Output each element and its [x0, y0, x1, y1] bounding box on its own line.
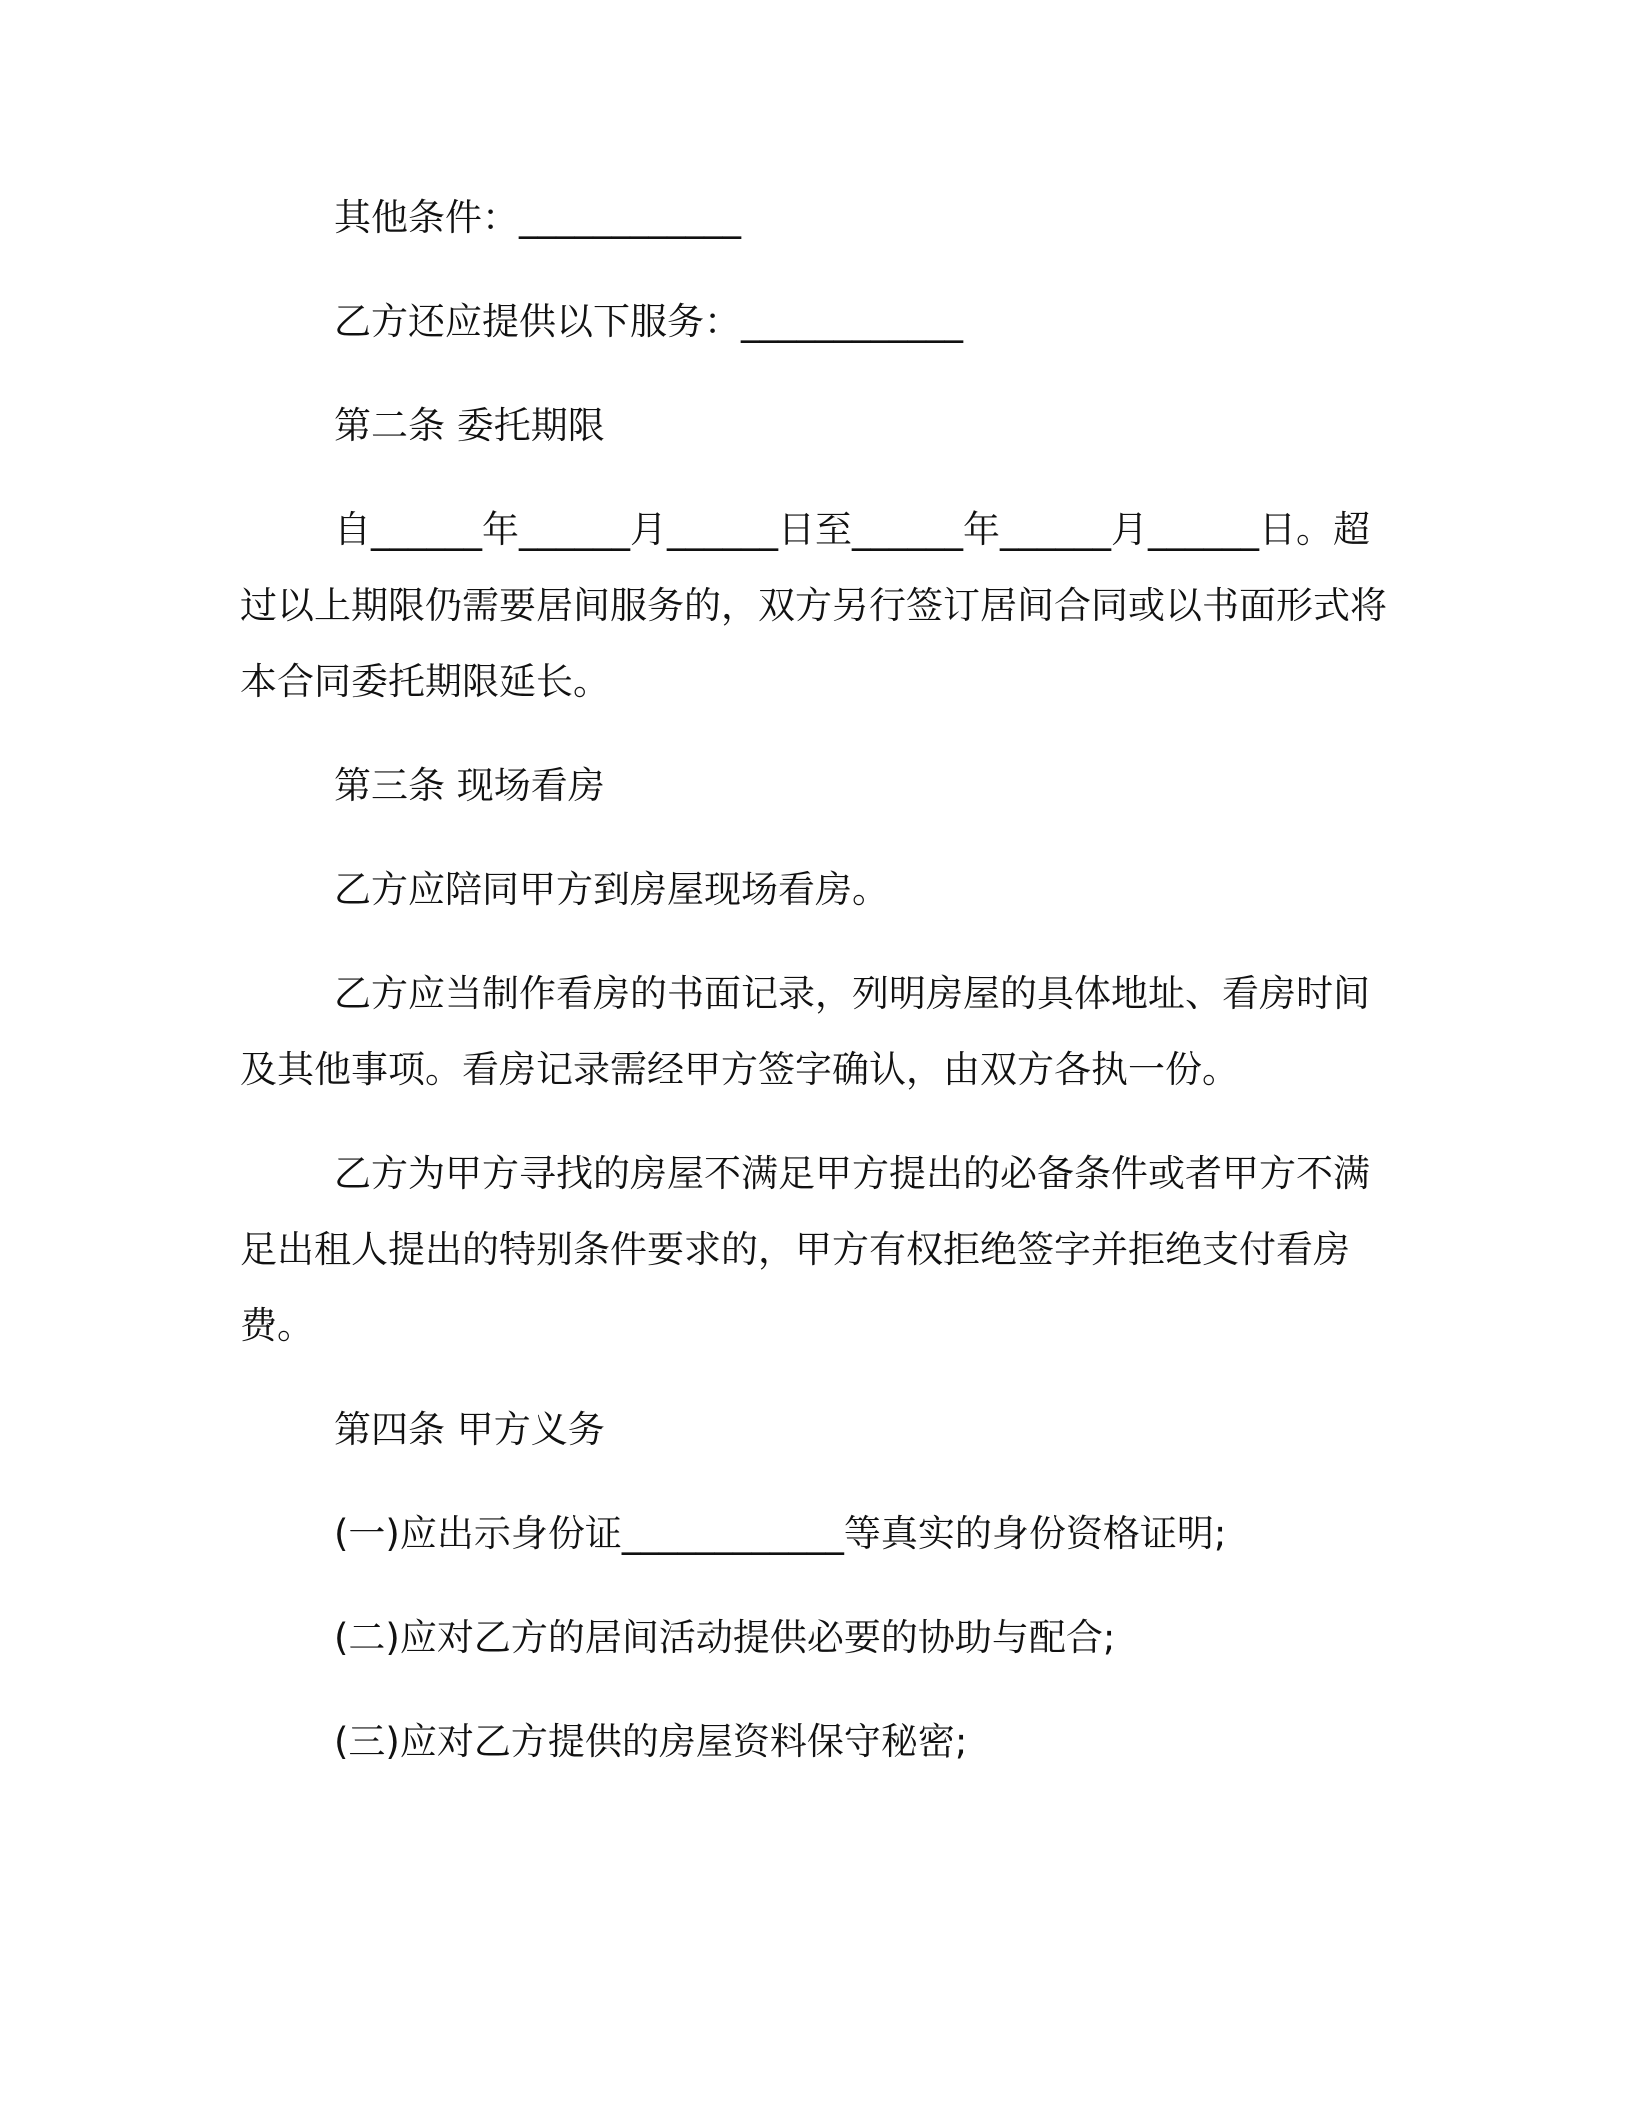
document-body: [240, 180, 1400, 1780]
paragraph-accompany-viewing: 乙方应陪同甲方到房屋现场看房。: [334, 868, 889, 911]
paragraph-other-conditions: 其他条件：____________: [334, 196, 741, 239]
paragraph-viewing-record: 乙方应当制作看房的书面记录，列明房屋的具体地址、看房时间及其他事项。看房记录需经甲方签字确认，由双方各执一份。: [240, 972, 1370, 1091]
article-2-heading: 第二条 委托期限: [334, 404, 605, 447]
paragraph-entrustment-period: 自______年______月______日至______年______月______日。超过以上期限仍需要居间服务的，双方另行签订居间合同或以书面形式将本合同委托期限延长。: [240, 508, 1387, 703]
article-4-heading: 第四条 甲方义务: [334, 1408, 605, 1451]
obligation-item-1: (一)应出示身份证____________等真实的身份资格证明;: [334, 1512, 1227, 1555]
obligation-item-3: (三)应对乙方提供的房屋资料保守秘密;: [334, 1720, 968, 1763]
article-3-heading: 第三条 现场看房: [334, 764, 605, 807]
paragraph-additional-services: 乙方还应提供以下服务：____________: [334, 300, 963, 343]
obligation-item-2: (二)应对乙方的居间活动提供必要的协助与配合;: [334, 1616, 1116, 1659]
paragraph-refuse-signature: 乙方为甲方寻找的房屋不满足甲方提出的必备条件或者甲方不满足出租人提出的特别条件要求的，甲方有权拒绝签字并拒绝支付看房费。: [240, 1152, 1370, 1347]
